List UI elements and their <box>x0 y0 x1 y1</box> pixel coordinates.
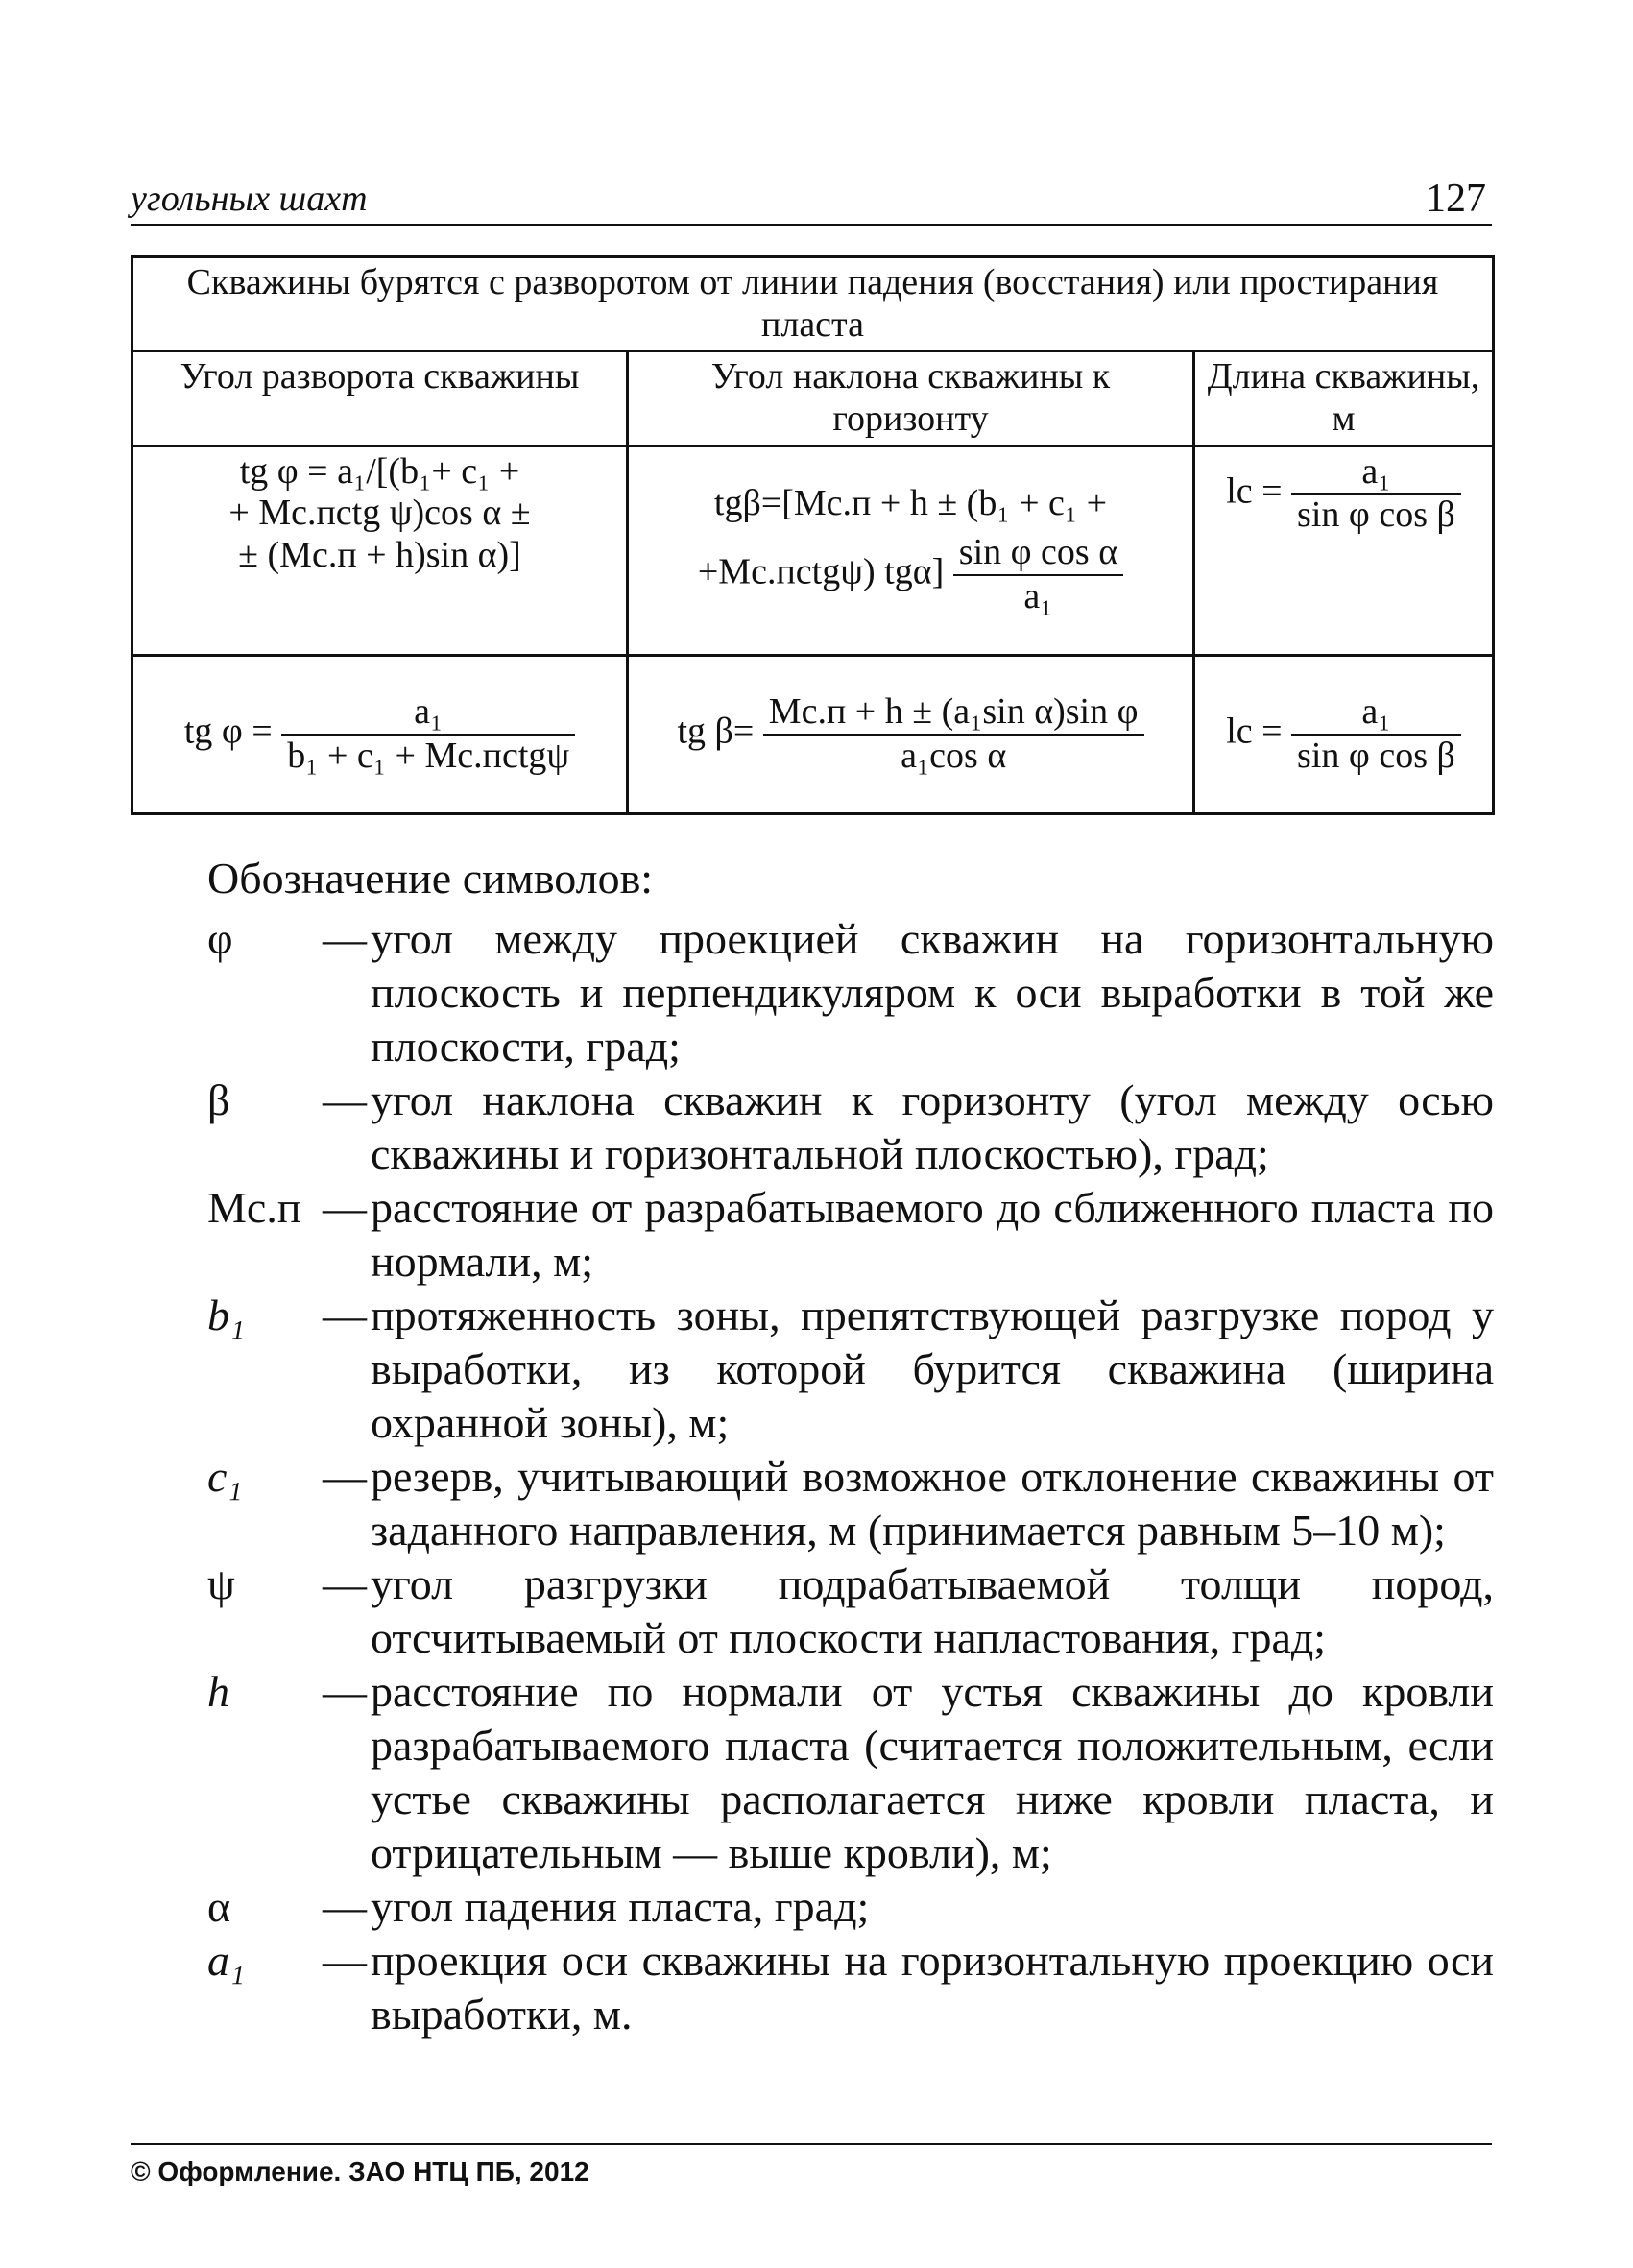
definition: угол между проекцией скважин на горизонтальную плоскость и перпендикуляром к оси выработки в той же плоскости, град; <box>371 914 1494 1071</box>
definition: угол наклона скважин к горизонту (угол между осью скважины и горизонтальной плоскостью), град; <box>371 1075 1494 1178</box>
formula-lhs: tg β= <box>677 711 755 752</box>
symbol: φ <box>207 914 233 963</box>
formula-line: + Mс.пctg ψ)cos α ± <box>228 493 531 534</box>
row2-length-formula <box>1194 655 1494 813</box>
symbol: h <box>207 1667 229 1716</box>
page-header <box>131 178 1492 226</box>
dash: — <box>323 1667 367 1716</box>
fraction <box>281 691 575 777</box>
fraction <box>1291 451 1461 537</box>
dash: — <box>323 914 367 963</box>
row1-angle-formula <box>132 446 628 655</box>
list-item <box>207 1181 1494 1289</box>
fraction <box>953 532 1123 617</box>
list-item <box>207 1450 1494 1557</box>
fraction-denominator: a₁ <box>1023 576 1053 617</box>
fraction-numerator: a₁ <box>1291 451 1461 495</box>
fraction-numerator: a₁ <box>1291 691 1461 736</box>
row2-angle-formula <box>132 655 628 813</box>
row1-length-formula <box>1194 446 1494 655</box>
list-item <box>207 1665 1494 1880</box>
fraction-numerator: sin φ cos α <box>953 532 1123 576</box>
symbol: Mс.п <box>207 1183 301 1232</box>
definition: проекция оси скважины на горизонтальную проекцию оси выработки, м. <box>371 1936 1494 2039</box>
list-item <box>207 1289 1494 1450</box>
dash: — <box>323 1183 367 1232</box>
list-item <box>207 1934 1494 2041</box>
table-title: Скважины бурятся с разворотом от линии падения (восстания) или простирания пласта <box>132 257 1494 351</box>
symbol: ψ <box>207 1559 235 1608</box>
formula-line: tg φ = a₁/[(b₁+ c₁ + <box>239 450 520 492</box>
dash: — <box>323 1559 367 1608</box>
fraction-denominator: sin φ cos β <box>1297 735 1455 776</box>
list-item <box>207 1074 1494 1181</box>
copyright-footer: © Оформление. ЗАО НТЦ ПБ, 2012 <box>131 2143 1492 2187</box>
page-number: 127 <box>1426 177 1486 221</box>
symbol-definitions <box>207 912 1494 2041</box>
fraction-numerator: Mс.п + h ± (a₁sin α)sin φ <box>763 691 1144 736</box>
formula-lhs: lс = <box>1226 470 1283 512</box>
fraction-denominator: b₁ + c₁ + Mс.пctgψ <box>287 735 570 776</box>
row1-inclination-formula <box>628 446 1194 655</box>
formula-line: tgβ=[Mс.п + h ± (b₁ + c₁ + <box>713 482 1108 523</box>
row2-inclination-formula <box>628 655 1194 813</box>
dash: — <box>323 1936 367 1985</box>
formula-line: ± (Mс.п + h)sin α)] <box>238 535 521 576</box>
formula-lhs: lс = <box>1226 711 1283 752</box>
fraction <box>1291 691 1461 777</box>
fraction-denominator: sin φ cos β <box>1297 495 1455 536</box>
symbol: b₁ <box>207 1291 245 1339</box>
definition: угол разгрузки подрабатываемой толщи пород, отсчитываемый от плоскости напластования, град; <box>371 1559 1494 1662</box>
symbol: c₁ <box>207 1452 243 1501</box>
fraction-numerator: a₁ <box>281 691 575 736</box>
definition: протяженность зоны, препятствующей разгрузке пород у выработки, из которой бурится скважина (ширина охранной зоны), м; <box>371 1291 1494 1447</box>
formula-line: +Mс.пctgψ) tgα] <box>697 551 945 592</box>
column-header-1: Угол разворота скважины <box>132 351 628 446</box>
list-item <box>207 1880 1494 1934</box>
dash: — <box>323 1075 367 1124</box>
column-header-3: Длина скважины, м <box>1194 351 1494 446</box>
column-header-2: Угол наклона скважины к горизонту <box>628 351 1194 446</box>
list-item <box>207 912 1494 1074</box>
symbol: α <box>207 1882 231 1931</box>
definition: расстояние от разрабатываемого до сближенного пласта по нормали, м; <box>371 1183 1494 1286</box>
legend-title: Обозначение символов: <box>207 854 654 903</box>
definition: расстояние по нормали от устья скважины до кровли разрабатываемого пласта (считается положительным, если устье скважины располагается ниже кровли пласта, и отрицательным — выше кровли), м; <box>371 1667 1494 1877</box>
dash: — <box>323 1291 367 1339</box>
fraction <box>763 691 1144 777</box>
definition: резерв, учитывающий возможное отклонение скважины от заданного направления, м (принимается равным 5–10 м); <box>371 1452 1494 1555</box>
definition: угол падения пласта, град; <box>371 1882 870 1931</box>
list-item <box>207 1557 1494 1665</box>
symbol: β <box>207 1075 230 1124</box>
dash: — <box>323 1882 367 1931</box>
running-title: угольных шахт <box>131 179 368 219</box>
formula-lhs: tg φ = <box>183 711 273 752</box>
formula-table <box>131 255 1495 815</box>
symbol: a₁ <box>207 1936 245 1985</box>
fraction-denominator: a₁cos α <box>901 735 1007 776</box>
dash: — <box>323 1452 367 1501</box>
